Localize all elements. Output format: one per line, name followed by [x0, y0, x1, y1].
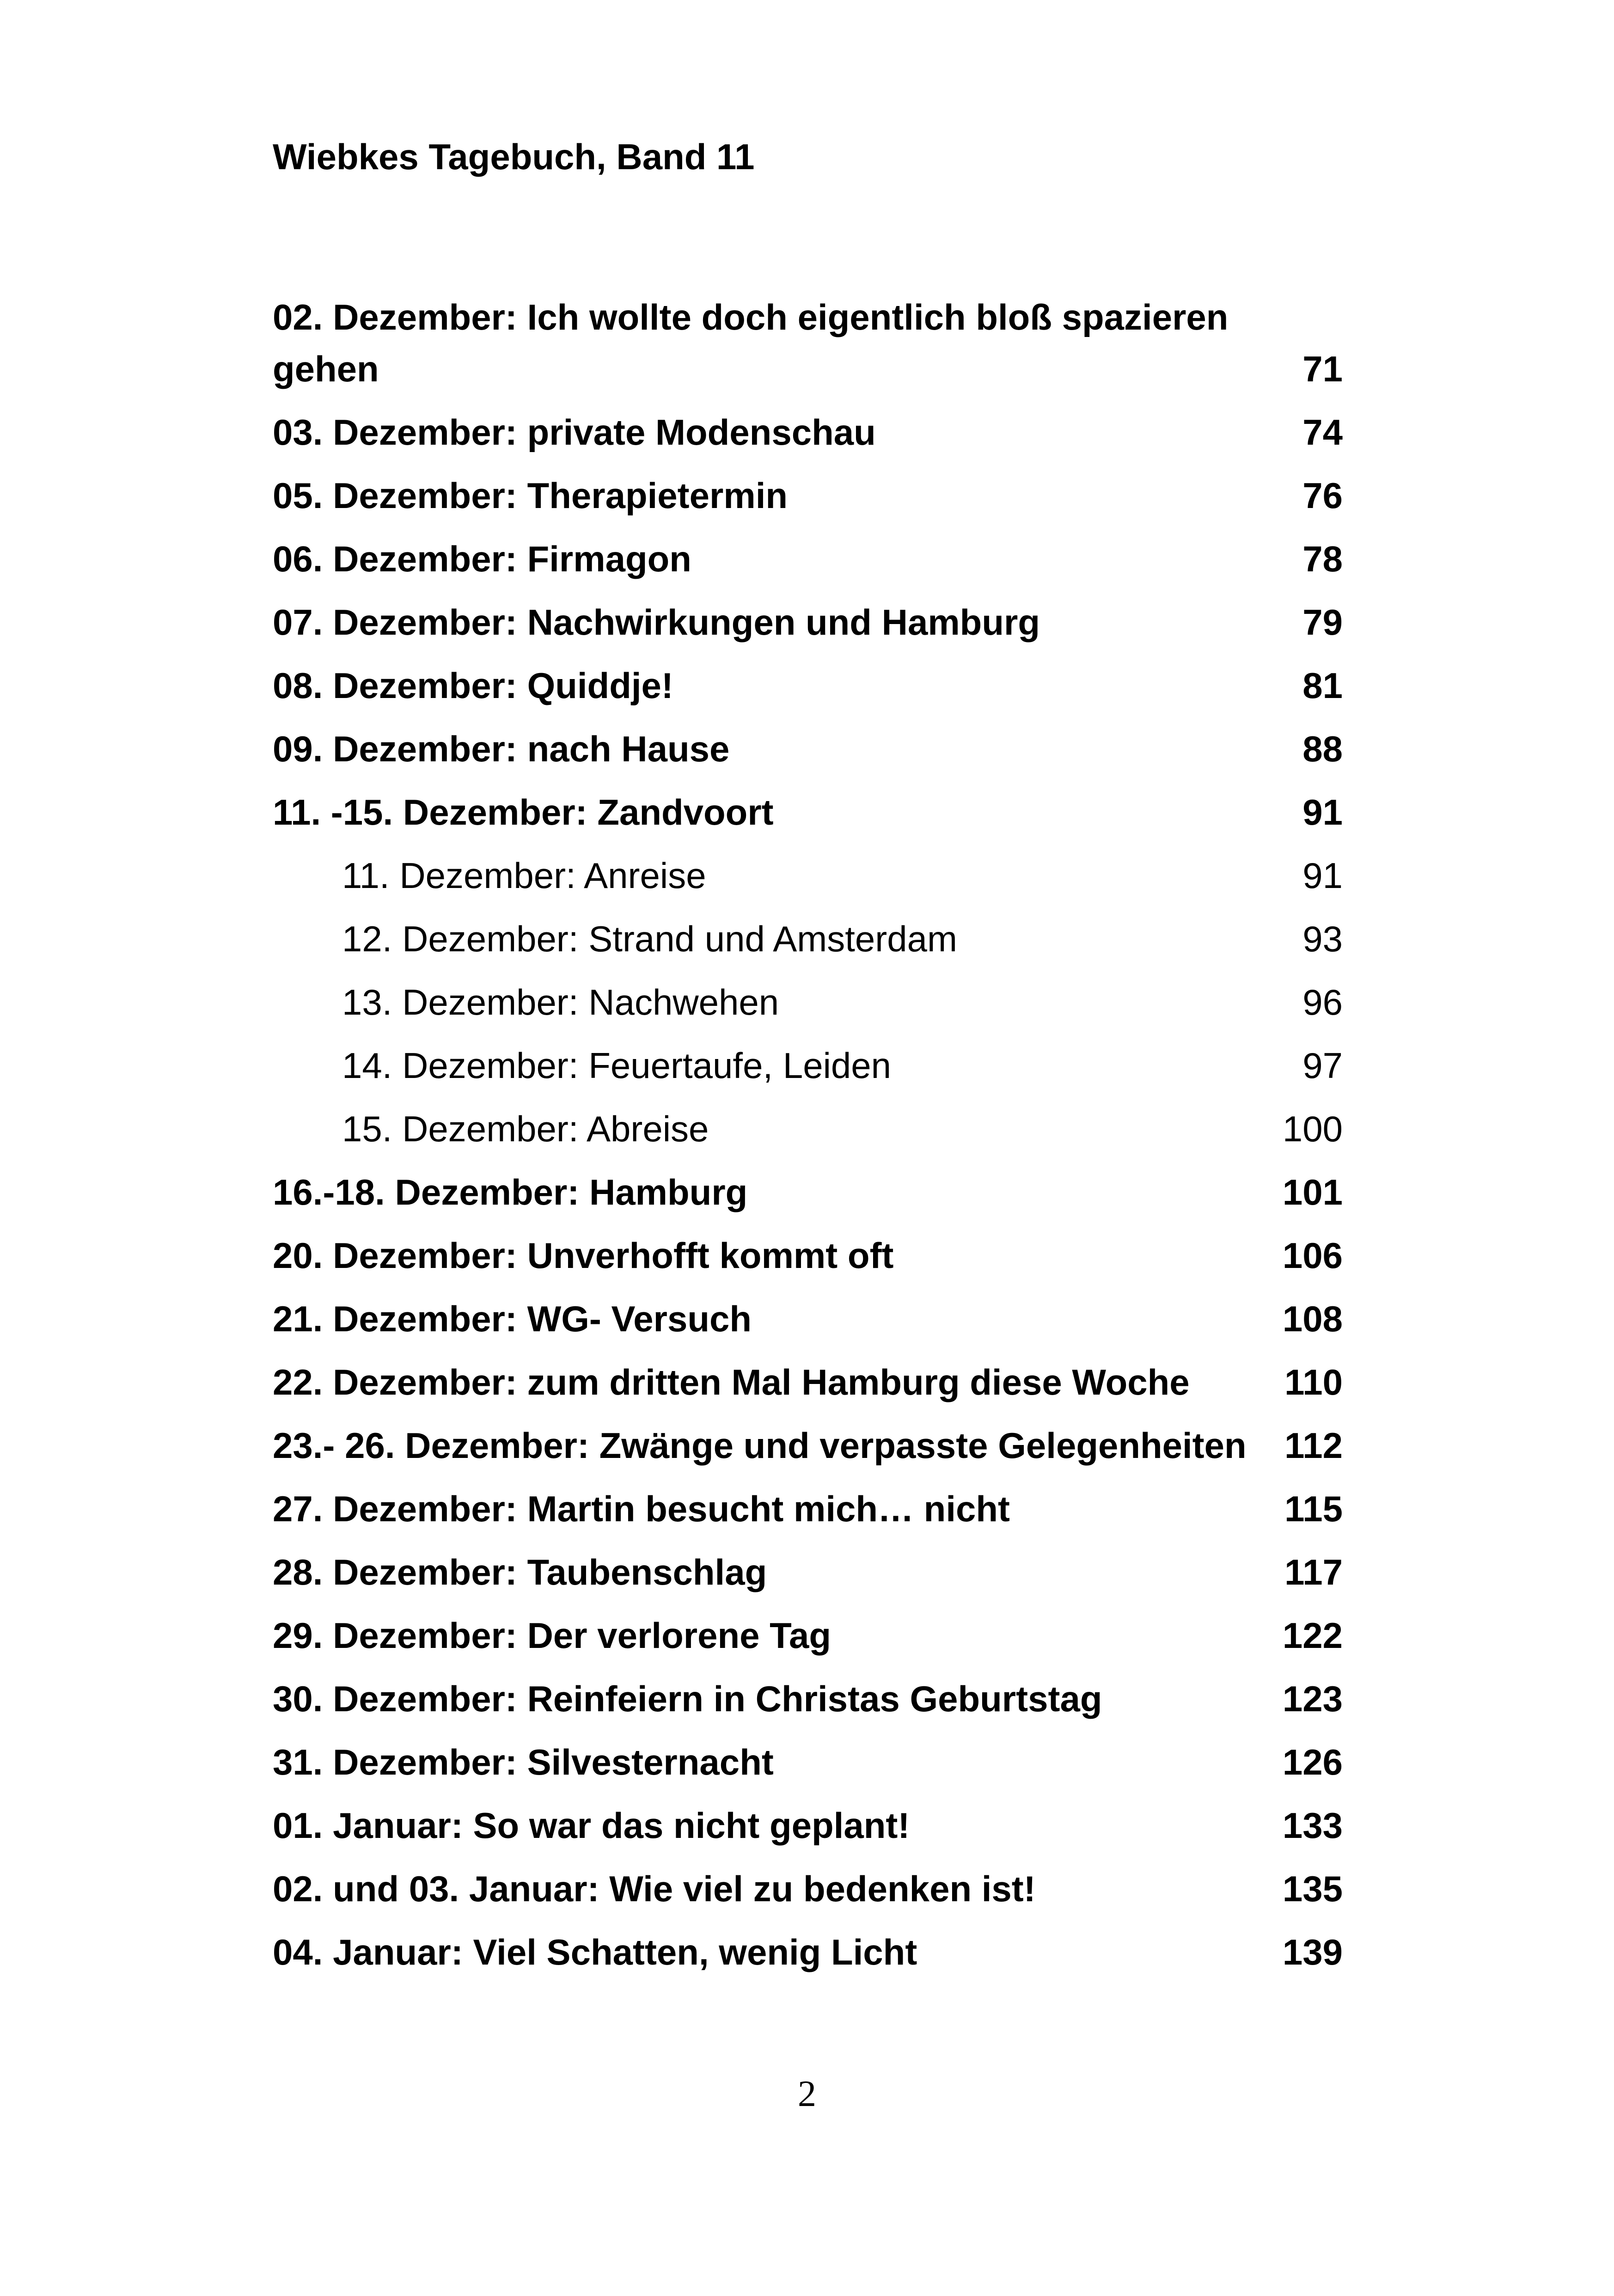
toc-entry-title: 05. Dezember: Therapietermin — [273, 475, 788, 516]
toc-entry — [273, 1736, 1343, 1788]
toc-entry-page: 78 — [1302, 539, 1343, 579]
toc-entry-title: 15. Dezember: Abreise — [342, 1108, 709, 1149]
toc-entry-title: 22. Dezember: zum dritten Mal Hamburg diese Woche — [273, 1362, 1190, 1402]
toc-entry-title: 02. und 03. Januar: Wie viel zu bedenken ist! — [273, 1868, 1036, 1909]
toc-entry-title: 20. Dezember: Unverhofft kommt oft — [273, 1235, 894, 1276]
toc-entry-page: 135 — [1282, 1868, 1343, 1909]
toc-entry-page: 139 — [1282, 1932, 1343, 1972]
toc-entry — [273, 786, 1343, 838]
toc-subentry — [273, 850, 1343, 901]
toc-entry-page: 122 — [1282, 1615, 1343, 1656]
toc-entry-page: 91 — [1302, 855, 1343, 896]
toc-entry-title: 30. Dezember: Reinfeiern in Christas Geburtstag — [273, 1678, 1102, 1719]
toc-entry-page: 110 — [1284, 1362, 1343, 1402]
toc-entry — [273, 470, 1343, 521]
toc-entry — [273, 1610, 1343, 1661]
toc-entry-page: 133 — [1282, 1805, 1343, 1846]
toc-entry — [273, 660, 1343, 711]
toc-entry-title: 03. Dezember: private Modenschau — [273, 412, 876, 453]
toc-entry — [273, 1230, 1343, 1281]
toc-entry-page: 71 — [1302, 349, 1343, 389]
toc-entry-page: 123 — [1282, 1678, 1343, 1719]
toc-entry-title: 11. Dezember: Anreise — [342, 855, 706, 896]
toc-entry-title: 11. -15. Dezember: Zandvoort — [273, 792, 774, 833]
toc-entry — [273, 1483, 1343, 1535]
toc-subentry — [273, 1040, 1343, 1091]
page-number: 2 — [798, 2074, 816, 2114]
toc-entry-page: 115 — [1284, 1488, 1343, 1529]
toc-entry — [273, 533, 1343, 585]
toc-entry-page: 108 — [1282, 1298, 1343, 1339]
toc-entry-page: 79 — [1302, 602, 1343, 643]
toc-entry — [273, 1800, 1343, 1851]
toc-entry — [273, 596, 1343, 648]
book-title: Wiebkes Tagebuch, Band 11 — [273, 136, 755, 177]
toc-entry — [273, 1293, 1343, 1345]
toc-entry — [273, 1166, 1343, 1218]
toc-entry-title: 23.- 26. Dezember: Zwänge und verpasste Gelegenheiten — [273, 1425, 1247, 1466]
toc-entry — [273, 291, 1343, 395]
toc-entry-title: 16.-18. Dezember: Hamburg — [273, 1172, 748, 1212]
table-of-contents — [273, 291, 1343, 1990]
toc-entry-page: 91 — [1302, 792, 1343, 833]
toc-subentry — [273, 976, 1343, 1028]
toc-entry — [273, 1926, 1343, 1978]
toc-entry — [273, 1356, 1343, 1408]
toc-entry-page: 106 — [1282, 1235, 1343, 1276]
toc-entry-title: 27. Dezember: Martin besucht mich… nicht — [273, 1488, 1010, 1529]
toc-entry-title: 29. Dezember: Der verlorene Tag — [273, 1615, 831, 1656]
toc-entry-page: 96 — [1302, 982, 1343, 1022]
toc-entry-page: 112 — [1284, 1425, 1343, 1466]
toc-entry — [273, 1863, 1343, 1915]
toc-entry-title: 06. Dezember: Firmagon — [273, 539, 691, 579]
toc-entry-title: 08. Dezember: Quiddje! — [273, 665, 673, 706]
toc-entry-page: 101 — [1282, 1172, 1343, 1212]
toc-entry-page: 76 — [1302, 475, 1343, 516]
toc-entry — [273, 1420, 1343, 1471]
toc-entry-title: 21. Dezember: WG- Versuch — [273, 1298, 752, 1339]
toc-entry-title: 04. Januar: Viel Schatten, wenig Licht — [273, 1932, 917, 1972]
toc-entry — [273, 406, 1343, 458]
toc-entry-title: 09. Dezember: nach Hause — [273, 729, 730, 769]
toc-entry-title: 31. Dezember: Silvesternacht — [273, 1742, 774, 1782]
toc-entry — [273, 1546, 1343, 1598]
toc-entry-page: 93 — [1302, 918, 1343, 959]
toc-entry-title: 28. Dezember: Taubenschlag — [273, 1552, 767, 1592]
toc-entry — [273, 723, 1343, 775]
toc-entry-page: 117 — [1284, 1552, 1343, 1592]
toc-entry-page: 88 — [1302, 729, 1343, 769]
toc-entry-page: 74 — [1302, 412, 1343, 453]
toc-subentry — [273, 913, 1343, 965]
toc-entry-page: 100 — [1282, 1108, 1343, 1149]
toc-entry-title: 14. Dezember: Feuertaufe, Leiden — [342, 1045, 892, 1086]
toc-entry-title: 13. Dezember: Nachwehen — [342, 982, 779, 1022]
toc-subentry — [273, 1103, 1343, 1155]
toc-entry-title: 02. Dezember: Ich wollte doch eigentlich bloß spazieren gehen — [273, 297, 1229, 389]
toc-entry-title: 07. Dezember: Nachwirkungen und Hamburg — [273, 602, 1040, 643]
toc-entry-page: 97 — [1302, 1045, 1343, 1086]
toc-entry-page: 81 — [1302, 665, 1343, 706]
toc-entry-page: 126 — [1282, 1742, 1343, 1782]
toc-entry-title: 12. Dezember: Strand und Amsterdam — [342, 918, 957, 959]
toc-entry-title: 01. Januar: So war das nicht geplant! — [273, 1805, 910, 1846]
toc-entry — [273, 1673, 1343, 1725]
